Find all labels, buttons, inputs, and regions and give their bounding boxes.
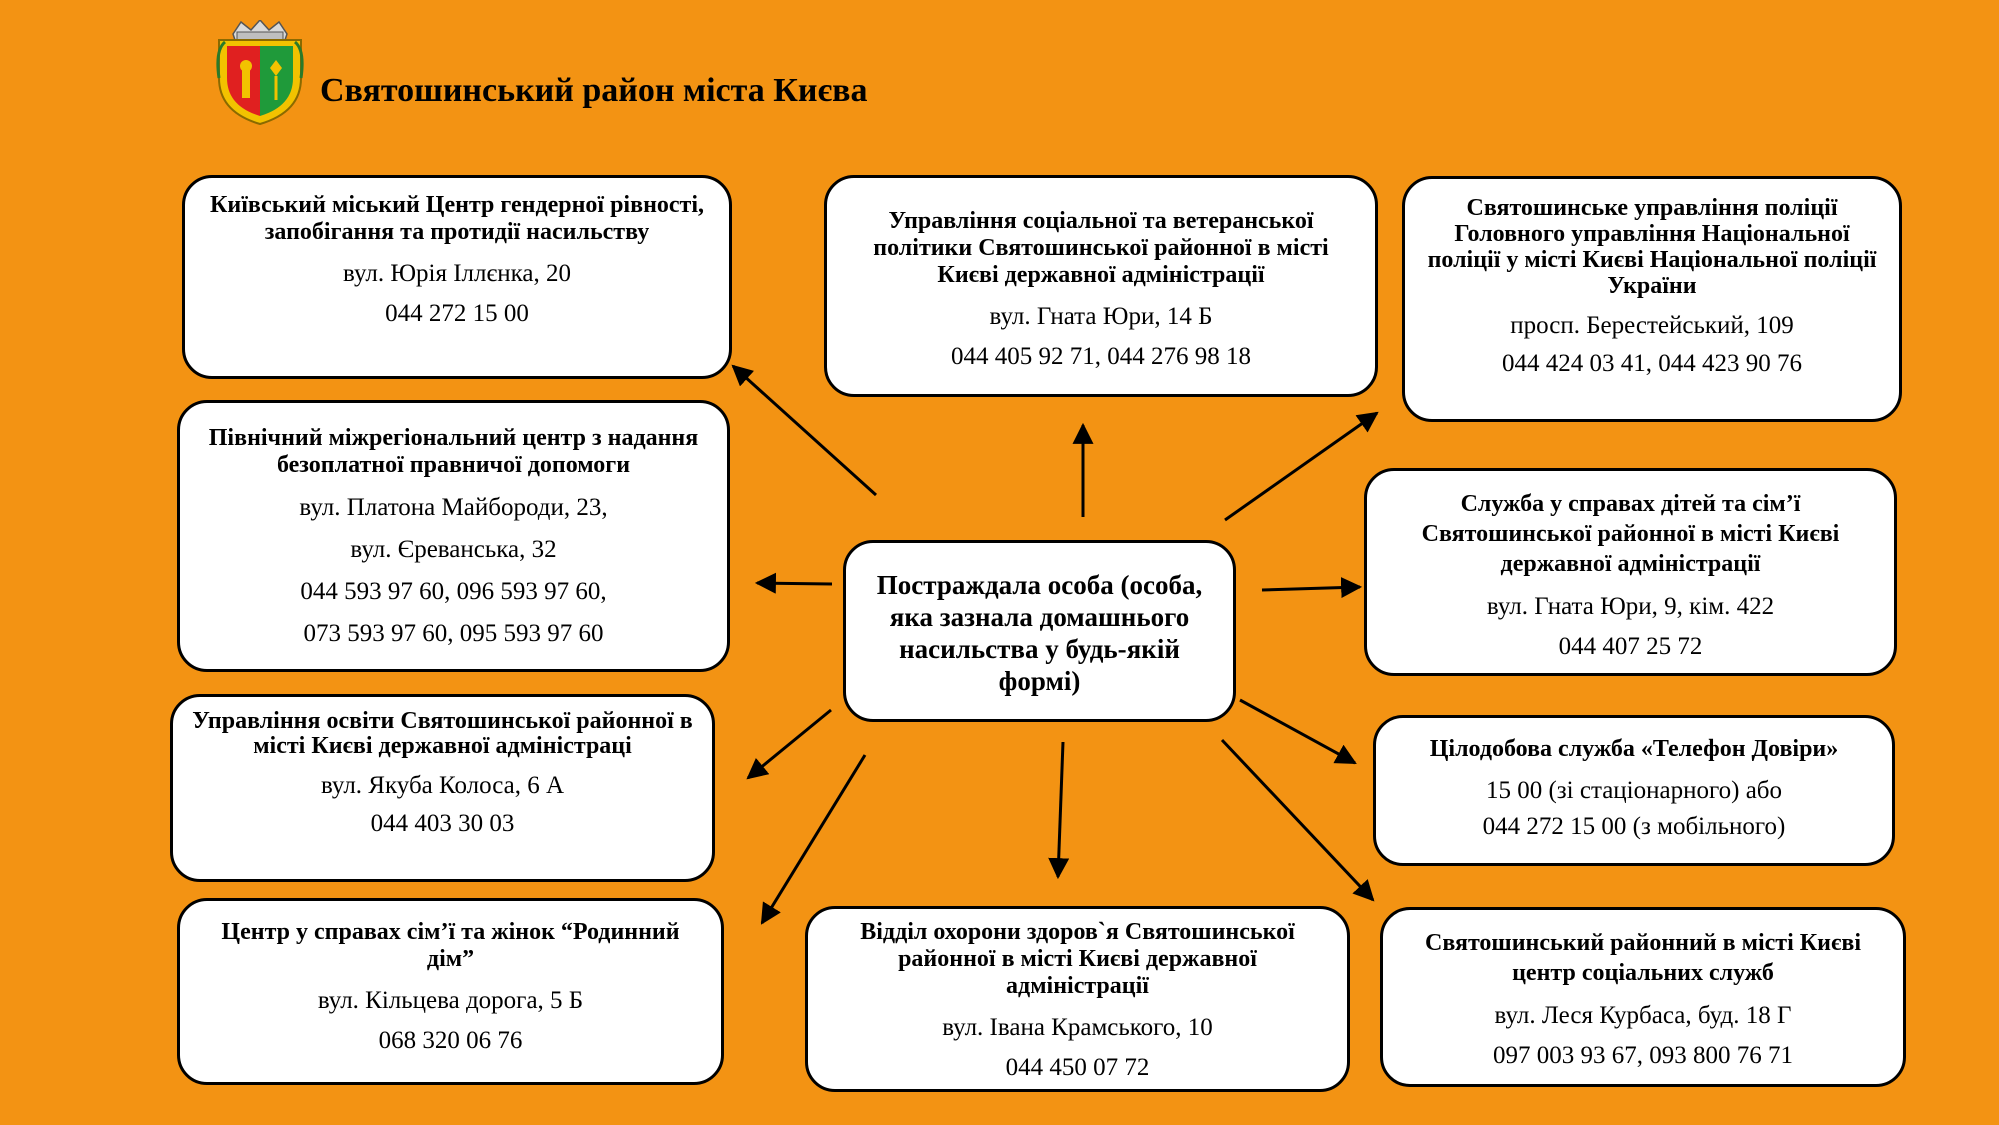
card-title: Північний міжрегіональний центр з надання безоплатної правничої допомоги [208, 425, 699, 478]
card-address: просп. Берестейський, 109 [1510, 312, 1794, 339]
card-phone: 15 00 (зі стаціонарного) або [1485, 777, 1783, 804]
card-hotline [1373, 715, 1895, 866]
card-address: вул. Леся Курбаса, буд. 18 Г [1494, 1002, 1792, 1029]
page-title: Святошинський район міста Києва [320, 72, 868, 109]
card-title: Управління освіти Святошинської районної в місті Києві державної адміністраці [192, 708, 693, 759]
card-title: Святошинське управління поліції Головного управління Національної поліції у місті Києві Національної поліції України [1427, 195, 1877, 299]
arrow-to-family-center [762, 755, 865, 923]
card-police [1402, 176, 1902, 422]
arrow-to-education [748, 710, 831, 778]
card-legal-aid [177, 400, 730, 672]
card-address: вул. Гната Юри, 9, кім. 422 [1486, 593, 1775, 620]
card-address: вул. Івана Крамського, 10 [942, 1014, 1213, 1041]
arrow-to-children-service [1262, 587, 1360, 590]
victim-description: Постраждала особа (особа, яка зазнала домашнього насильства у будь-якій формі) [876, 570, 1203, 696]
card-children-service [1364, 468, 1897, 676]
card-phone: 044 424 03 41, 044 423 90 76 [1502, 350, 1802, 377]
card-family-center [177, 898, 724, 1085]
arrow-to-social-services [1222, 740, 1373, 900]
card-phone: 044 407 25 72 [1558, 633, 1703, 660]
card-title: Київський міський Центр гендерної рівності, запобігання та протидії насильству [209, 192, 704, 245]
card-education [170, 694, 715, 882]
card-address: вул. Кільцева дорога, 5 Б [317, 987, 584, 1014]
card-health [805, 906, 1350, 1092]
card-address: вул. Якуба Колоса, 6 А [320, 772, 565, 799]
card-address: вул. Юрія Іллєнка, 20 [343, 260, 571, 287]
card-title: Центр у справах сім’ї та жінок “Родинний дім” [221, 919, 680, 972]
card-social-services [1380, 907, 1906, 1087]
card-title: Відділ охорони здоров`я Святошинської районної в місті Києві державної адміністрації [860, 919, 1295, 999]
card-address: вул. Платона Майбороди, 23, [299, 494, 608, 521]
card-title: Святошинський районний в місті Києві центр соціальних служб [1425, 930, 1861, 986]
arrow-to-health [1058, 742, 1063, 877]
card-phone: 044 272 15 00 [385, 300, 529, 327]
card-phone: 044 593 97 60, 096 593 97 60, [300, 578, 607, 605]
card-phone: 044 450 07 72 [1005, 1054, 1150, 1081]
card-phone: 044 272 15 00 (з мобільного) [1482, 813, 1786, 840]
card-phone: 097 003 93 67, 093 800 76 71 [1493, 1042, 1793, 1069]
card-title: Служба у справах дітей та сім’ї Святошинської районної в місті Києві державної адміністрації [1421, 491, 1840, 577]
card-social-policy [824, 175, 1378, 397]
card-address: вул. Гната Юри, 14 Б [989, 303, 1213, 330]
card-phone: 044 405 92 71, 044 276 98 18 [951, 343, 1251, 370]
card-phone: 044 403 30 03 [370, 810, 515, 837]
card-gender-center [182, 175, 732, 379]
arrow-to-legal-aid [757, 583, 832, 584]
arrow-to-hotline [1240, 700, 1355, 763]
victim-center-box [843, 540, 1236, 722]
arrow-to-police [1225, 413, 1377, 520]
card-title: Цілодобова служба «Телефон Довіри» [1429, 736, 1839, 762]
card-phone: 068 320 06 76 [378, 1027, 523, 1054]
card-title: Управління соціальної та ветеранської політики Святошинської районної в місті Києві державної адміністрації [873, 208, 1329, 288]
card-address: вул. Єреванська, 32 [350, 536, 557, 563]
card-phone: 073 593 97 60, 095 593 97 60 [303, 620, 604, 647]
